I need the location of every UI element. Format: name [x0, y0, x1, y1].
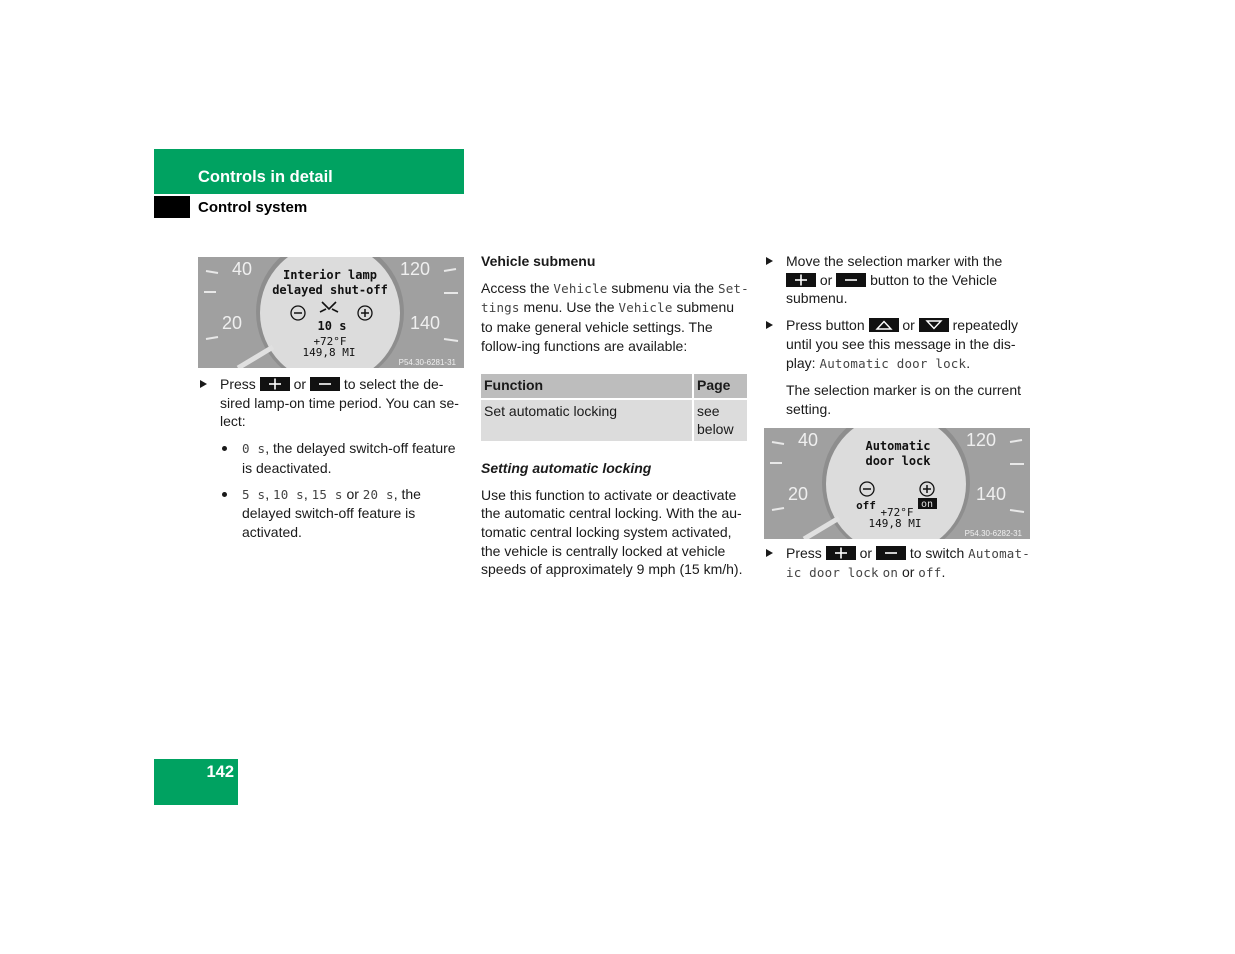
- down-button-icon: [919, 318, 949, 332]
- table-cell-page: see below: [693, 399, 747, 441]
- column-middle: [481, 252, 749, 579]
- display-on: on: [920, 498, 934, 510]
- plus-button-icon: [826, 546, 856, 560]
- speed-label-20: 20: [222, 313, 243, 333]
- display-line2: delayed shut-off: [272, 283, 388, 297]
- bullet-on: 5 s, 10 s, 15 s or 20 s, the delayed switch-off feature is activated.: [198, 485, 466, 542]
- column-right: [764, 252, 1032, 583]
- heading-setting-automatic-locking: Setting automatic locking: [481, 459, 652, 476]
- step-press-button: Press button or repeatedly until you see this message in the dis-play: Automatic door lock.: [764, 316, 1032, 373]
- table-header-page: Page: [693, 374, 747, 399]
- step-arrow-icon: [200, 380, 207, 388]
- plus-button-icon: [786, 273, 816, 287]
- door-lock-display-image: [764, 428, 1030, 539]
- display-off: off: [856, 498, 876, 512]
- table-header-row: [481, 374, 747, 399]
- speed-label-120: 120: [400, 259, 431, 279]
- display-odometer: 149,8 MI: [868, 516, 922, 530]
- step-select-time: Press or to select the de-sired lamp-on time period. You can se-lect:: [198, 375, 466, 431]
- plus-button-icon: [260, 377, 290, 391]
- up-button-icon: [869, 318, 899, 332]
- table-header-function: Function: [481, 374, 693, 399]
- step-move-marker: Move the selection marker with the or button to the Vehicle submenu.: [764, 252, 1032, 308]
- minus-button-icon: [836, 273, 866, 287]
- step-arrow-icon: [766, 321, 773, 329]
- speed-label-140: 140: [976, 483, 1007, 504]
- table-cell-function: Set automatic locking: [481, 399, 693, 441]
- image-ref: P54.30-6282-31: [964, 528, 1022, 538]
- selection-marker-note: The selection marker is on the current setting.: [786, 382, 1021, 417]
- display-temp: +72°F: [880, 505, 914, 519]
- step-switch-lock: Press or to switch Automat-ic door lock on or off.: [764, 544, 1032, 583]
- speed-label-140: 140: [410, 313, 441, 333]
- image-ref: P54.30-6281-31: [398, 358, 456, 367]
- bullet-off: 0 s, the delayed switch-off feature is deactivated.: [198, 439, 466, 477]
- display-odometer: 149,8 MI: [302, 346, 356, 359]
- display-value: 10 s: [317, 319, 347, 333]
- vehicle-submenu-text: Access the Vehicle submenu via the Set-tings menu. Use the Vehicle submenu to make general vehicle settings. The follow-ing functions are available:: [481, 279, 749, 354]
- heading-vehicle-submenu: Vehicle submenu: [481, 253, 596, 269]
- page-number: 142: [206, 763, 234, 781]
- function-table: [481, 374, 747, 441]
- minus-button-icon: [310, 377, 340, 391]
- bullet-dot: [222, 446, 227, 451]
- display-temp: +72°F: [313, 335, 347, 348]
- table-row: [481, 399, 747, 441]
- section-title: Controls in detail: [198, 168, 333, 186]
- speed-label-120: 120: [966, 429, 997, 450]
- step-arrow-icon: [766, 257, 773, 265]
- step-arrow-icon: [766, 549, 773, 557]
- speed-label-40: 40: [798, 429, 819, 450]
- instrument-cluster-graphic: [764, 428, 1030, 539]
- instrument-cluster-graphic: [198, 257, 464, 368]
- lamp-display-image: [198, 257, 464, 368]
- bullet-dot: [222, 492, 227, 497]
- automatic-locking-text: Use this function to activate or deactivate the automatic central locking. With the au-tomatic central locking system activated, the vehicle is centrally locked at vehicle speeds of approximately 9 mph (15 km/h).: [481, 486, 743, 578]
- minus-button-icon: [876, 546, 906, 560]
- column-left: [198, 257, 466, 542]
- speed-label-20: 20: [788, 483, 809, 504]
- speed-label-40: 40: [232, 259, 253, 279]
- display-line1: Automatic: [865, 438, 931, 453]
- display-line1: Interior lamp: [283, 268, 377, 282]
- subsection-title: Control system: [198, 199, 308, 216]
- subsection-marker: [154, 196, 190, 218]
- display-line2: door lock: [865, 453, 931, 468]
